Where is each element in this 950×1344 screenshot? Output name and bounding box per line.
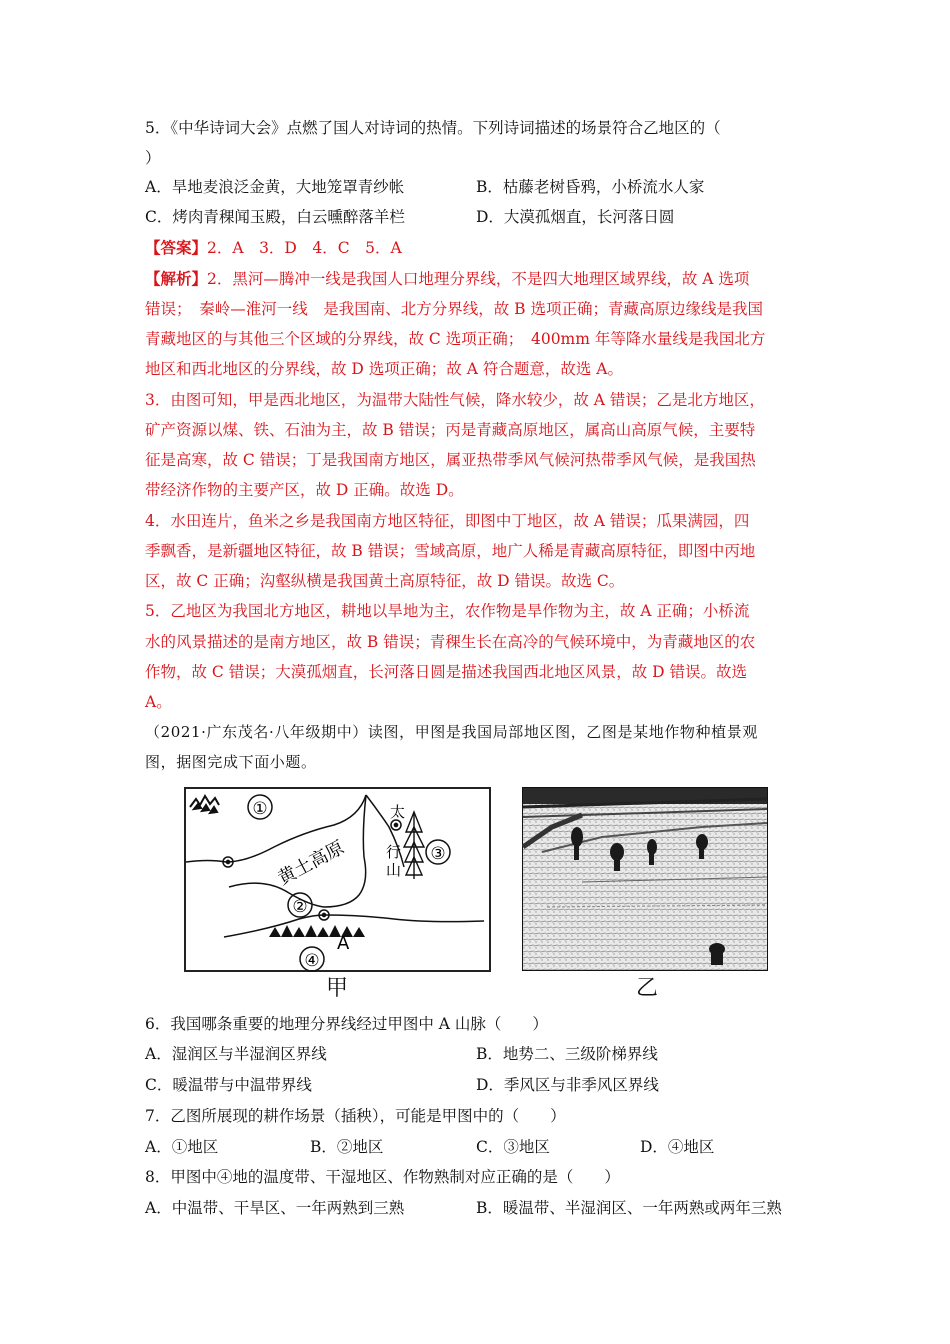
q7-stem: 7．乙图所展现的耕作场景（插秧），可能是甲图中的（ ） [145,1107,566,1125]
answer-line [145,237,402,259]
answer-tag: 【答案】 [145,238,208,257]
region-4-label: ④ [304,951,320,971]
analysis-line-10: 区，故 C 正确；沟壑纵横是我国黄土高原特征，故 D 错误。故选 C。 [145,572,625,590]
analysis-line-6: 征是高寒，故 C 错误；丁是我国南方地区，属亚热带季风气候河热带季风气候，是我国热 [145,451,756,469]
answer-text: 2．A 3．D 4．C 5．A [207,239,402,257]
figure-caption-left: 甲 [326,976,349,1001]
q5-stem: 5．《中华诗词大会》点燃了国人对诗词的热情。下列诗词描述的场景符合乙地区的（ [145,119,721,137]
taihang-label-3: 山 [386,861,402,879]
analysis-line-9: 季飘香，是新疆地区特征，故 B 错误；雪域高原，地广人稀是青藏高原特征，即图中丙地 [145,542,756,560]
analysis-text: 2．黑河—腾冲一线是我国人口地理分界线，不是四大地理区域界线，故 A 选项 [207,270,750,288]
figure-caption-right: 乙 [636,976,659,1001]
analysis-line-14: A。 [145,693,172,711]
q7-option-c: C．③地区 [476,1138,550,1156]
q8-stem: 8．甲图中④地的温度带、干湿地区、作物熟制对应正确的是（ ） [145,1168,620,1186]
q7-option-a: A．①地区 [145,1138,219,1156]
analysis-line-2: 青藏地区的与其他三个区域的分界线，故 C 选项正确； 400mm 年等降水量线是我国北方 [145,330,766,348]
q6-stem: 6．我国哪条重要的地理分界线经过甲图中 A 山脉（ ） [145,1015,548,1033]
analysis-line-13: 作物，故 C 错误；大漠孤烟直，长河落日圆是描述我国西北地区风景，故 D 错误。故选 [145,663,747,681]
q5-option-c: C．烤肉青稞闻玉殿，白云曛醉落羊栏 [145,208,405,226]
q8-option-a: A．中温带、干旱区、一年两熟到三熟 [145,1199,405,1217]
q7-option-d: D．④地区 [640,1138,715,1156]
analysis-line-7: 带经济作物的主要产区，故 D 正确。故选 D。 [145,481,464,499]
analysis-line-8: 4．水田连片，鱼米之乡是我国南方地区特征，即图中丁地区，故 A 错误；瓜果满园，四 [145,512,750,530]
q5-option-b: B．枯藤老树昏鸦，小桥流水人家 [476,178,705,196]
q5-option-a: A．旱地麦浪泛金黄，大地笼罩青纱帐 [145,178,405,196]
map-figure [184,787,492,973]
q6-option-c: C．暖温带与中温带界线 [145,1076,312,1094]
q6-option-b: B．地势二、三级阶梯界线 [476,1045,658,1063]
analysis-line-12: 水的风景描述的是南方地区，故 B 错误；青稞生长在高冷的气候环境中，为青藏地区的农 [145,633,756,651]
analysis-line-3: 地区和西北地区的分界线，故 D 选项正确；故 A 符合题意，故选 A。 [145,360,623,378]
intro-line-2: 图，据图完成下面小题。 [145,753,317,771]
q6-option-d: D．季风区与非季风区界线 [476,1076,659,1094]
q5-option-d: D．大漠孤烟直，长河落日圆 [476,208,675,226]
q6-option-a: A．湿润区与半湿润区界线 [145,1045,327,1063]
analysis-line-1: 错误； 秦岭—淮河一线 是我国南、北方分界线，故 B 选项正确；青藏高原边缘线是我国 [145,300,763,318]
analysis-line-4: 3．由图可知，甲是西北地区，为温带大陆性气候，降水较少，故 A 错误；乙是北方地区， [145,391,765,409]
q7-option-b: B．②地区 [310,1138,384,1156]
intro-line-1: （2021·广东茂名·八年级期中）读图，甲图是我国局部地区图，乙图是某地作物种植景观 [145,723,758,741]
taihang-label-1: 太 [390,803,406,821]
q8-option-b: B．暖温带、半湿润区、一年两熟或两年三熟 [476,1199,782,1217]
analysis-line-0 [145,268,749,290]
region-3-label: ③ [430,844,446,864]
region-1-label: ① [252,799,268,819]
analysis-line-11: 5．乙地区为我国北方地区，耕地以旱地为主，农作物是旱作物为主，故 A 正确；小桥流 [145,602,750,620]
taihang-label-2: 行 [386,843,402,861]
analysis-line-5: 矿产资源以煤、铁、石油为主，故 B 错误；丙是青藏高原地区，属高山高原气候，主要特 [145,421,756,439]
rice-transplanting-photo [522,787,768,971]
q5-stem-cont: ） [145,149,161,167]
region-2-label: ② [292,897,308,917]
mountain-a-label: A [337,933,350,954]
loess-plateau-label: 黄土高原 [274,837,348,890]
analysis-tag: 【解析】 [145,269,208,288]
